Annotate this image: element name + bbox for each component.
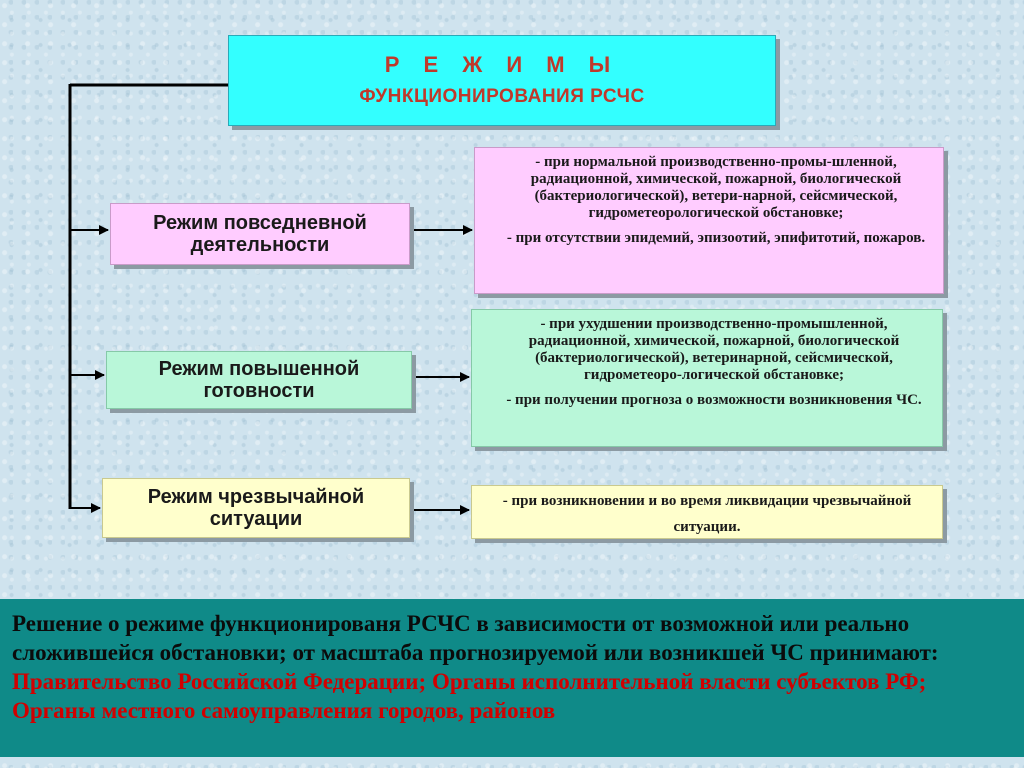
title-line1: Р Е Ж И М Ы bbox=[384, 52, 620, 77]
desc-alert-item-1: - при ухудшении производственно-промышленной, радиационной, химической, пожарной, биологической (бактериологической), ветеринарной, сейсмической, гидрометеоро-логической обстановке; bbox=[528, 316, 900, 383]
desc-emergency-box bbox=[471, 485, 943, 539]
mode-daily-label-line1: Режим повседневной bbox=[153, 212, 367, 234]
title-box bbox=[228, 35, 776, 126]
desc-daily-box bbox=[474, 147, 944, 294]
desc-alert-box bbox=[471, 309, 943, 447]
decision-banner bbox=[0, 599, 1024, 757]
desc-alert-item-2: - при получении прогноза о возможности возникновения ЧС. bbox=[506, 392, 922, 408]
desc-daily-item-2: - при отсутствии эпидемий, эпизоотий, эпифитотий, пожаров. bbox=[506, 230, 926, 246]
decision-authorities: Правительство Российской Федерации; Органы исполнительной власти субъектов РФ; Органы местного самоуправления городов, районов bbox=[12, 669, 927, 723]
desc-emergency-item-1: - при возникновении и во время ликвидации чрезвычайной ситуации. bbox=[502, 493, 912, 535]
mode-emergency-box bbox=[102, 478, 410, 538]
mode-alert-box bbox=[106, 351, 412, 409]
desc-daily-item-1: - при нормальной производственно-промы-шленной, радиационной, химической, пожарной, биологической (бактериологической), ветери-нарной, сейсмической, гидрометеорологической обстановке; bbox=[530, 154, 902, 221]
decision-text: Решение о режиме функционированя РСЧС в зависимости от возможной или реально сложившейся обстановки; от масштаба прогнозируемой или возникшей ЧС принимают: bbox=[12, 611, 939, 665]
mode-alert-label-line1: Режим повышенной bbox=[158, 358, 360, 380]
mode-emergency-label-line2: ситуации bbox=[209, 508, 303, 530]
title-line2: ФУНКЦИОНИРОВАНИЯ РСЧС bbox=[359, 86, 645, 107]
mode-alert-label-line2: готовности bbox=[203, 380, 315, 402]
mode-daily-box bbox=[110, 203, 410, 265]
mode-daily-label-line2: деятельности bbox=[190, 234, 330, 256]
mode-emergency-label-line1: Режим чрезвычайной bbox=[147, 486, 365, 508]
